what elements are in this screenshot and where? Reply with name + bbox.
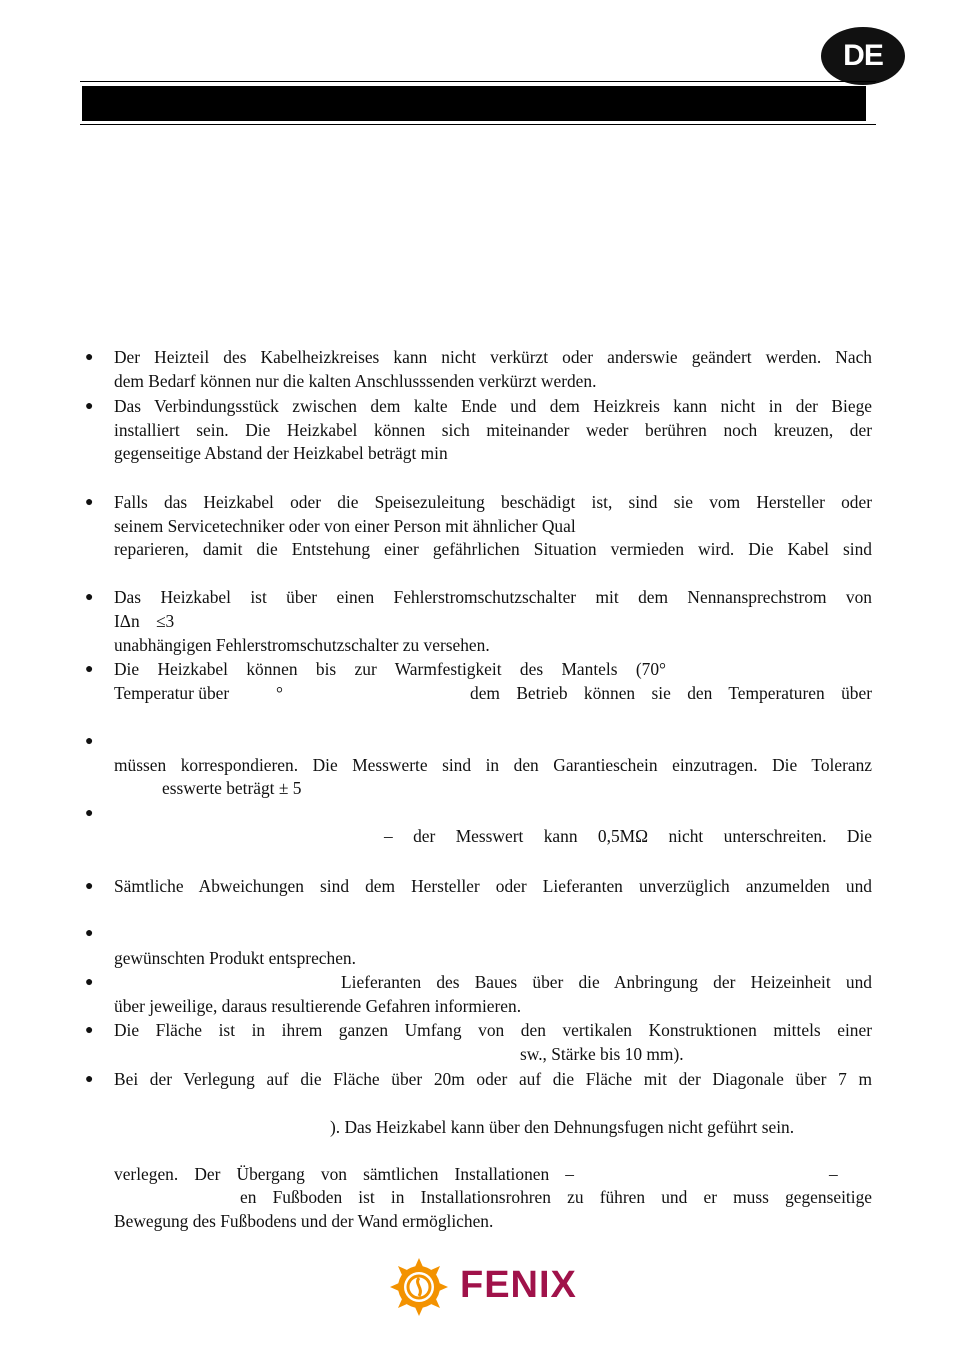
bullet: ● [85, 495, 94, 510]
text-line: sw., Stärke bis 10 mm). [520, 1044, 684, 1064]
header-rule-bottom [80, 124, 876, 125]
sun-icon [388, 1256, 450, 1318]
text-line: esswerte beträgt ± 5 [162, 778, 302, 798]
text-line: gewünschten Produkt entsprechen. [114, 948, 356, 968]
fenix-logo [388, 1256, 598, 1318]
bullet: ● [85, 1023, 94, 1038]
bullet: ● [85, 734, 94, 749]
text-line: IΔn [114, 611, 140, 631]
bullet: ● [85, 350, 94, 365]
bullet: ● [85, 975, 94, 990]
text-line: gegenseitige Abstand der Heizkabel beträgt min [114, 443, 448, 463]
text-line: Das Heizkabel ist über einen Fehlerstromschutzschalter mit dem Nennansprechstrom von [114, 587, 872, 607]
bullet: ● [85, 662, 94, 677]
logo-wordmark: FENIX [460, 1264, 577, 1306]
bullet: ● [85, 399, 94, 414]
text-line: Die Fläche ist in ihrem ganzen Umfang von den vertikalen Konstruktionen mittels einer [114, 1020, 872, 1040]
text-line: Bei der Verlegung auf die Fläche über 20m oder auf die Fläche mit der Diagonale über 7 m [114, 1069, 872, 1089]
text-line: reparieren, damit die Entstehung einer gefährlichen Situation vermieden wird. Die Kabel sind [114, 539, 872, 559]
text-line: Das Verbindungsstück zwischen dem kalte Ende und dem Heizkreis kann nicht in der Biege [114, 396, 872, 416]
text-line: seinem Servicetechniker oder von einer Person mit ähnlicher Qual [114, 516, 576, 536]
text-line: Falls das Heizkabel oder die Speisezuleitung beschädigt ist, sind sie vom Hersteller oder [114, 492, 872, 512]
text-line: Temperatur über [114, 683, 230, 703]
text-line: Der Heizteil des Kabelheizkreises kann nicht verkürzt oder anderswie geändert werden. Nach [114, 347, 872, 367]
language-badge: DE [821, 27, 905, 85]
text-line: verlegen. Der Übergang von sämtlichen Installationen – [114, 1164, 574, 1184]
text-line: ° [276, 683, 283, 703]
bullet: ● [85, 879, 94, 894]
text-line: Sämtliche Abweichungen sind dem Hersteller oder Lieferanten unverzüglich anzumelden und [114, 876, 872, 896]
text-line: ≤3 [156, 611, 175, 631]
bullet: ● [85, 926, 94, 941]
bullet: ● [85, 806, 94, 821]
title-bar [82, 86, 866, 121]
text-line: Bewegung des Fußbodens und der Wand ermöglichen. [114, 1211, 494, 1231]
text-line: en Fußboden ist in Installationsrohren zu führen und er muss gegenseitige [240, 1187, 872, 1207]
text-line: müssen korrespondieren. Die Messwerte sind in den Garantieschein einzutragen. Die Toleranz [114, 755, 872, 775]
text-line: – [829, 1164, 838, 1184]
text-line: unabhängigen Fehlerstromschutzschalter zu versehen. [114, 635, 490, 655]
text-line: über jeweilige, daraus resultierende Gefahren informieren. [114, 996, 522, 1016]
text-line: installiert sein. Die Heizkabel können sich miteinander weder berühren noch kreuzen, der [114, 420, 872, 440]
text-line: ). Das Heizkabel kann über den Dehnungsfugen nicht geführt sein. [330, 1117, 795, 1137]
header-rule-top [80, 81, 876, 82]
bullet: ● [85, 590, 94, 605]
bullet: ● [85, 1072, 94, 1087]
text-line: dem Betrieb können sie den Temperaturen über [470, 683, 872, 703]
text-line: – der Messwert kann 0,5MΩ nicht unterschreiten. Die [384, 826, 872, 846]
text-line: Lieferanten des Baues über die Anbringung der Heizeinheit und [341, 972, 872, 992]
text-line: dem Bedarf können nur die kalten Anschlusssenden verkürzt werden. [114, 371, 597, 391]
text-line: Die Heizkabel können bis zur Warmfestigkeit des Mantels (70° [114, 659, 666, 679]
